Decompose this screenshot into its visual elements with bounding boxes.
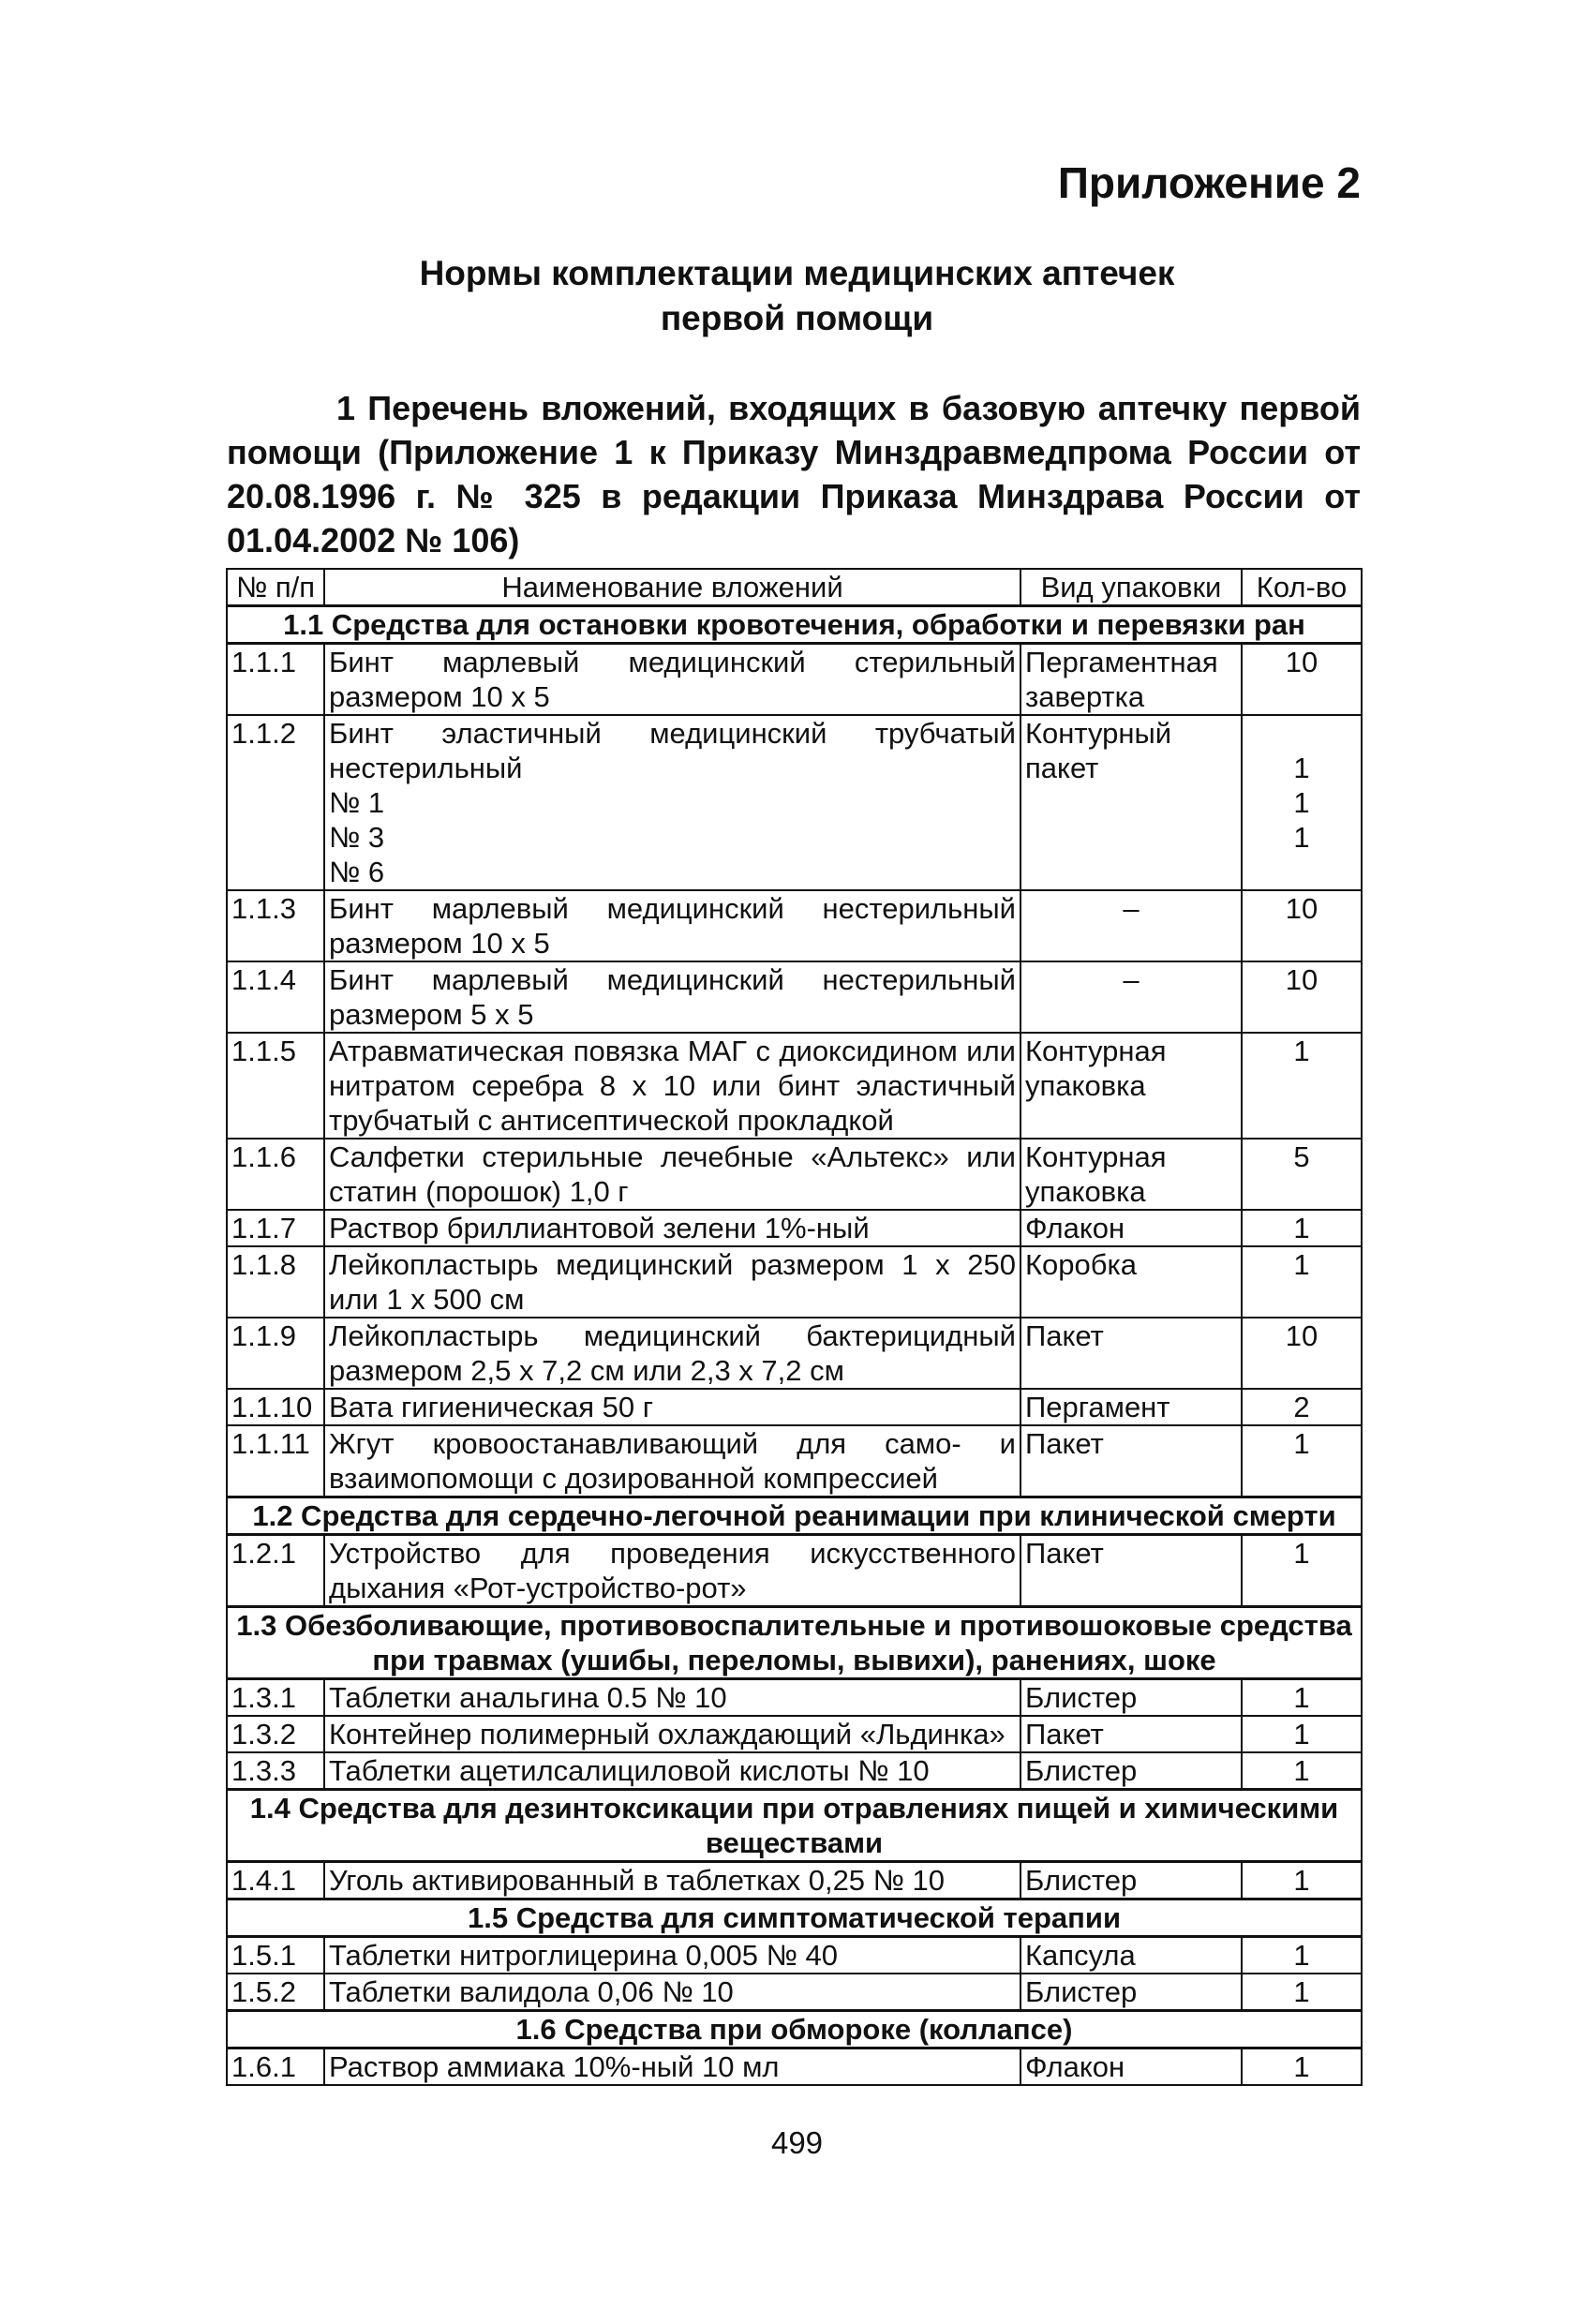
item-package: Пергамент bbox=[1020, 1389, 1242, 1425]
item-number: 1.5.2 bbox=[227, 1974, 324, 2011]
item-quantity-cell bbox=[1242, 1974, 1362, 2011]
item-quantity: 10 bbox=[1285, 892, 1318, 925]
item-name: Устройство для проведения искусственного дыхания «Рот-устройство-рот» bbox=[329, 1537, 1016, 1604]
item-name-cell bbox=[324, 1535, 1020, 1607]
item-name: Лейкопластырь медицинский размером 1 х 250 или 1 х 500 см bbox=[329, 1248, 1016, 1316]
item-number: 1.1.3 bbox=[227, 890, 324, 961]
item-quantity-cell bbox=[1242, 1752, 1362, 1790]
table-row bbox=[227, 1389, 1362, 1425]
item-number: 1.1.4 bbox=[227, 961, 324, 1033]
item-number: 1.4.1 bbox=[227, 1862, 324, 1899]
table-row bbox=[227, 1937, 1362, 1974]
item-package: Пакет bbox=[1020, 1535, 1242, 1607]
item-quantity-cell bbox=[1242, 890, 1362, 961]
table-row bbox=[227, 715, 1362, 890]
item-package: Коробка bbox=[1020, 1246, 1242, 1318]
item-package: Пакет bbox=[1020, 1716, 1242, 1752]
first-aid-kit-table bbox=[226, 568, 1363, 2086]
item-package: Флакон bbox=[1020, 2048, 1242, 2086]
item-subsize: № 3 bbox=[329, 821, 385, 854]
item-quantity: 1 bbox=[1293, 1427, 1310, 1460]
item-name-cell bbox=[324, 644, 1020, 716]
item-package: Контурная упаковка bbox=[1020, 1033, 1242, 1139]
section-row bbox=[227, 606, 1362, 644]
table-row bbox=[227, 644, 1362, 716]
section-title: 1.3 Обезболивающие, противовоспалительные и противошоковые средства при травмах (ушибы, переломы, вывихи), ранениях, шоке bbox=[227, 1607, 1362, 1679]
document-title bbox=[0, 251, 1594, 341]
item-number: 1.5.1 bbox=[227, 1937, 324, 1974]
item-name: Раствор бриллиантовой зелени 1%-ный bbox=[329, 1212, 870, 1244]
item-quantity: 1 bbox=[1293, 1718, 1310, 1750]
header-name: Наименование вложений bbox=[324, 569, 1020, 606]
table-row bbox=[227, 961, 1362, 1033]
item-name: Жгут кровоостанавливающий для само- и взаимопомощи с дозированной компрессией bbox=[329, 1427, 1016, 1495]
item-number: 1.3.3 bbox=[227, 1752, 324, 1790]
table-row bbox=[227, 1033, 1362, 1139]
item-package: – bbox=[1020, 961, 1242, 1033]
item-name: Таблетки валидола 0,06 № 10 bbox=[329, 1975, 734, 2008]
title-line-2: первой помощи bbox=[660, 299, 934, 337]
item-name-cell bbox=[324, 1246, 1020, 1318]
section-row bbox=[227, 1790, 1362, 1862]
section-title: 1.6 Средства при обмороке (коллапсе) bbox=[227, 2011, 1362, 2048]
item-name-cell bbox=[324, 1389, 1020, 1425]
item-package: Блистер bbox=[1020, 1752, 1242, 1790]
section-row bbox=[227, 1607, 1362, 1679]
item-package: Пакет bbox=[1020, 1425, 1242, 1497]
item-package: Контурный пакет bbox=[1020, 715, 1242, 890]
item-quantity-cell bbox=[1242, 1318, 1362, 1389]
item-number: 1.1.1 bbox=[227, 644, 324, 716]
item-quantity-cell bbox=[1242, 715, 1362, 890]
item-quantity-cell bbox=[1242, 1389, 1362, 1425]
section-title: 1.5 Средства для симптоматической терапии bbox=[227, 1899, 1362, 1937]
item-number: 1.3.2 bbox=[227, 1716, 324, 1752]
item-number: 1.2.1 bbox=[227, 1535, 324, 1607]
item-package: Пакет bbox=[1020, 1318, 1242, 1389]
item-quantity: 1 bbox=[1293, 1864, 1310, 1897]
item-name: Вата гигиеническая 50 г bbox=[329, 1391, 654, 1423]
item-quantity: 1 bbox=[1293, 2050, 1310, 2083]
item-package: Блистер bbox=[1020, 1679, 1242, 1717]
item-name-cell bbox=[324, 1033, 1020, 1139]
item-number: 1.1.2 bbox=[227, 715, 324, 890]
item-package: Контурная упаковка bbox=[1020, 1139, 1242, 1210]
item-quantity: 5 bbox=[1293, 1140, 1310, 1173]
item-number: 1.1.5 bbox=[227, 1033, 324, 1139]
item-name-cell bbox=[324, 1139, 1020, 1210]
item-name: Таблетки анальгина 0.5 № 10 bbox=[329, 1681, 727, 1714]
item-number: 1.1.8 bbox=[227, 1246, 324, 1318]
item-package: Пергаментная завертка bbox=[1020, 644, 1242, 716]
item-name: Бинт марлевый медицинский нестерильный размером 5 х 5 bbox=[329, 963, 1016, 1031]
item-package: Флакон bbox=[1020, 1210, 1242, 1246]
item-name-cell bbox=[324, 1318, 1020, 1389]
table-row bbox=[227, 1679, 1362, 1717]
item-name: Бинт марлевый медицинский стерильный размером 10 х 5 bbox=[329, 646, 1016, 713]
item-name-cell bbox=[324, 1679, 1020, 1717]
item-subsize: № 6 bbox=[329, 856, 385, 888]
page-number: 499 bbox=[770, 2125, 824, 2160]
item-name-cell bbox=[324, 715, 1020, 890]
item-quantity-cell bbox=[1242, 1679, 1362, 1717]
item-subsize: № 1 bbox=[329, 786, 385, 819]
item-quantity-cell bbox=[1242, 1246, 1362, 1318]
item-quantity: 1 bbox=[1293, 1035, 1310, 1067]
table-row bbox=[227, 1535, 1362, 1607]
table-row bbox=[227, 1716, 1362, 1752]
item-subsize-quantity: 1 bbox=[1293, 821, 1310, 854]
item-quantity-cell bbox=[1242, 961, 1362, 1033]
item-quantity-cell bbox=[1242, 1862, 1362, 1899]
item-quantity: 1 bbox=[1293, 1939, 1310, 1972]
item-quantity: 10 bbox=[1285, 963, 1318, 996]
item-name-cell bbox=[324, 1862, 1020, 1899]
item-number: 1.1.7 bbox=[227, 1210, 324, 1246]
section-row bbox=[227, 1497, 1362, 1535]
item-name: Атравматическая повязка МАГ с диоксидином или нитратом серебра 8 х 10 или бинт эластичный трубчатый с антисептической прокладкой bbox=[329, 1035, 1016, 1137]
table-row bbox=[227, 1974, 1362, 2011]
table-row bbox=[227, 1425, 1362, 1497]
item-name: Таблетки ацетилсалициловой кислоты № 10 bbox=[329, 1754, 930, 1787]
item-quantity: 1 bbox=[1293, 1681, 1310, 1714]
item-number: 1.1.11 bbox=[227, 1425, 324, 1497]
item-number: 1.6.1 bbox=[227, 2048, 324, 2086]
table-row bbox=[227, 1862, 1362, 1899]
item-package: Капсула bbox=[1020, 1937, 1242, 1974]
header-number: № п/п bbox=[227, 569, 324, 606]
table-row bbox=[227, 1246, 1362, 1318]
item-quantity: 1 bbox=[1293, 1212, 1310, 1244]
item-number: 1.1.6 bbox=[227, 1139, 324, 1210]
item-quantity-cell bbox=[1242, 1210, 1362, 1246]
item-number: 1.1.9 bbox=[227, 1318, 324, 1389]
table-row bbox=[227, 1139, 1362, 1210]
section-row bbox=[227, 1899, 1362, 1937]
item-quantity: 1 bbox=[1293, 1754, 1310, 1787]
item-quantity: 10 bbox=[1285, 1319, 1318, 1352]
item-subsize-quantity: 1 bbox=[1293, 752, 1310, 784]
item-quantity-cell bbox=[1242, 1535, 1362, 1607]
item-subsize-quantity: 1 bbox=[1293, 786, 1310, 819]
table-header-row bbox=[227, 569, 1362, 606]
title-line-1: Нормы комплектации медицинских аптечек bbox=[419, 254, 1175, 292]
table-body bbox=[227, 606, 1362, 2086]
table-row bbox=[227, 1210, 1362, 1246]
item-quantity: 1 bbox=[1293, 1248, 1310, 1281]
table-row bbox=[227, 1318, 1362, 1389]
item-name: Салфетки стерильные лечебные «Альтекс» или статин (порошок) 1,0 г bbox=[329, 1140, 1016, 1208]
table-row bbox=[227, 890, 1362, 961]
section-row bbox=[227, 2011, 1362, 2048]
item-quantity-cell bbox=[1242, 1716, 1362, 1752]
item-quantity-cell bbox=[1242, 1937, 1362, 1974]
item-quantity: 2 bbox=[1293, 1391, 1310, 1423]
item-package: – bbox=[1020, 890, 1242, 961]
item-quantity-cell bbox=[1242, 1033, 1362, 1139]
item-name: Уголь активированный в таблетках 0,25 № 10 bbox=[329, 1864, 946, 1897]
item-package: Блистер bbox=[1020, 1862, 1242, 1899]
item-name-cell bbox=[324, 1974, 1020, 2011]
item-name: Лейкопластырь медицинский бактерицидный размером 2,5 х 7,2 см или 2,3 х 7,2 см bbox=[329, 1319, 1016, 1387]
item-quantity: 1 bbox=[1293, 1975, 1310, 2008]
item-quantity-cell bbox=[1242, 1425, 1362, 1497]
list-heading: 1 Перечень вложений, входящих в базовую аптечку первой помощи (Приложение 1 к Приказу Минздравмедпрома России от 20.08.1996 г. № 325 в редакции Приказа Минздрава России от 01.04.2002 № 106) bbox=[227, 389, 1361, 559]
item-name-cell bbox=[324, 2048, 1020, 2086]
header-package: Вид упаковки bbox=[1020, 569, 1242, 606]
item-quantity: 1 bbox=[1293, 1537, 1310, 1570]
item-package: Блистер bbox=[1020, 1974, 1242, 2011]
table-row bbox=[227, 1752, 1362, 1790]
item-quantity-cell bbox=[1242, 2048, 1362, 2086]
section-title: 1.1 Средства для остановки кровотечения, обработки и перевязки ран bbox=[227, 606, 1362, 644]
item-name: Бинт эластичный медицинский трубчатый нестерильный bbox=[329, 717, 1016, 784]
item-quantity-cell bbox=[1242, 644, 1362, 716]
item-name-cell bbox=[324, 961, 1020, 1033]
section-title: 1.2 Средства для сердечно-легочной реанимации при клинической смерти bbox=[227, 1497, 1362, 1535]
item-quantity-cell bbox=[1242, 1139, 1362, 1210]
item-name: Раствор аммиака 10%-ный 10 мл bbox=[329, 2050, 780, 2083]
header-quantity: Кол-во bbox=[1242, 569, 1362, 606]
item-name-cell bbox=[324, 890, 1020, 961]
item-name: Контейнер полимерный охлаждающий «Льдинка» bbox=[329, 1718, 1006, 1750]
item-name-cell bbox=[324, 1425, 1020, 1497]
section-title: 1.4 Средства для дезинтоксикации при отравлениях пищей и химическими веществами bbox=[227, 1790, 1362, 1862]
table-row bbox=[227, 2048, 1362, 2086]
appendix-heading: Приложение 2 bbox=[1057, 158, 1361, 207]
item-name-cell bbox=[324, 1210, 1020, 1246]
item-name-cell bbox=[324, 1937, 1020, 1974]
item-name: Бинт марлевый медицинский нестерильный размером 10 х 5 bbox=[329, 892, 1016, 960]
item-number: 1.3.1 bbox=[227, 1679, 324, 1717]
item-name-cell bbox=[324, 1716, 1020, 1752]
item-number: 1.1.10 bbox=[227, 1389, 324, 1425]
item-quantity: 10 bbox=[1285, 646, 1318, 678]
item-name-cell bbox=[324, 1752, 1020, 1790]
item-name: Таблетки нитроглицерина 0,005 № 40 bbox=[329, 1939, 838, 1972]
